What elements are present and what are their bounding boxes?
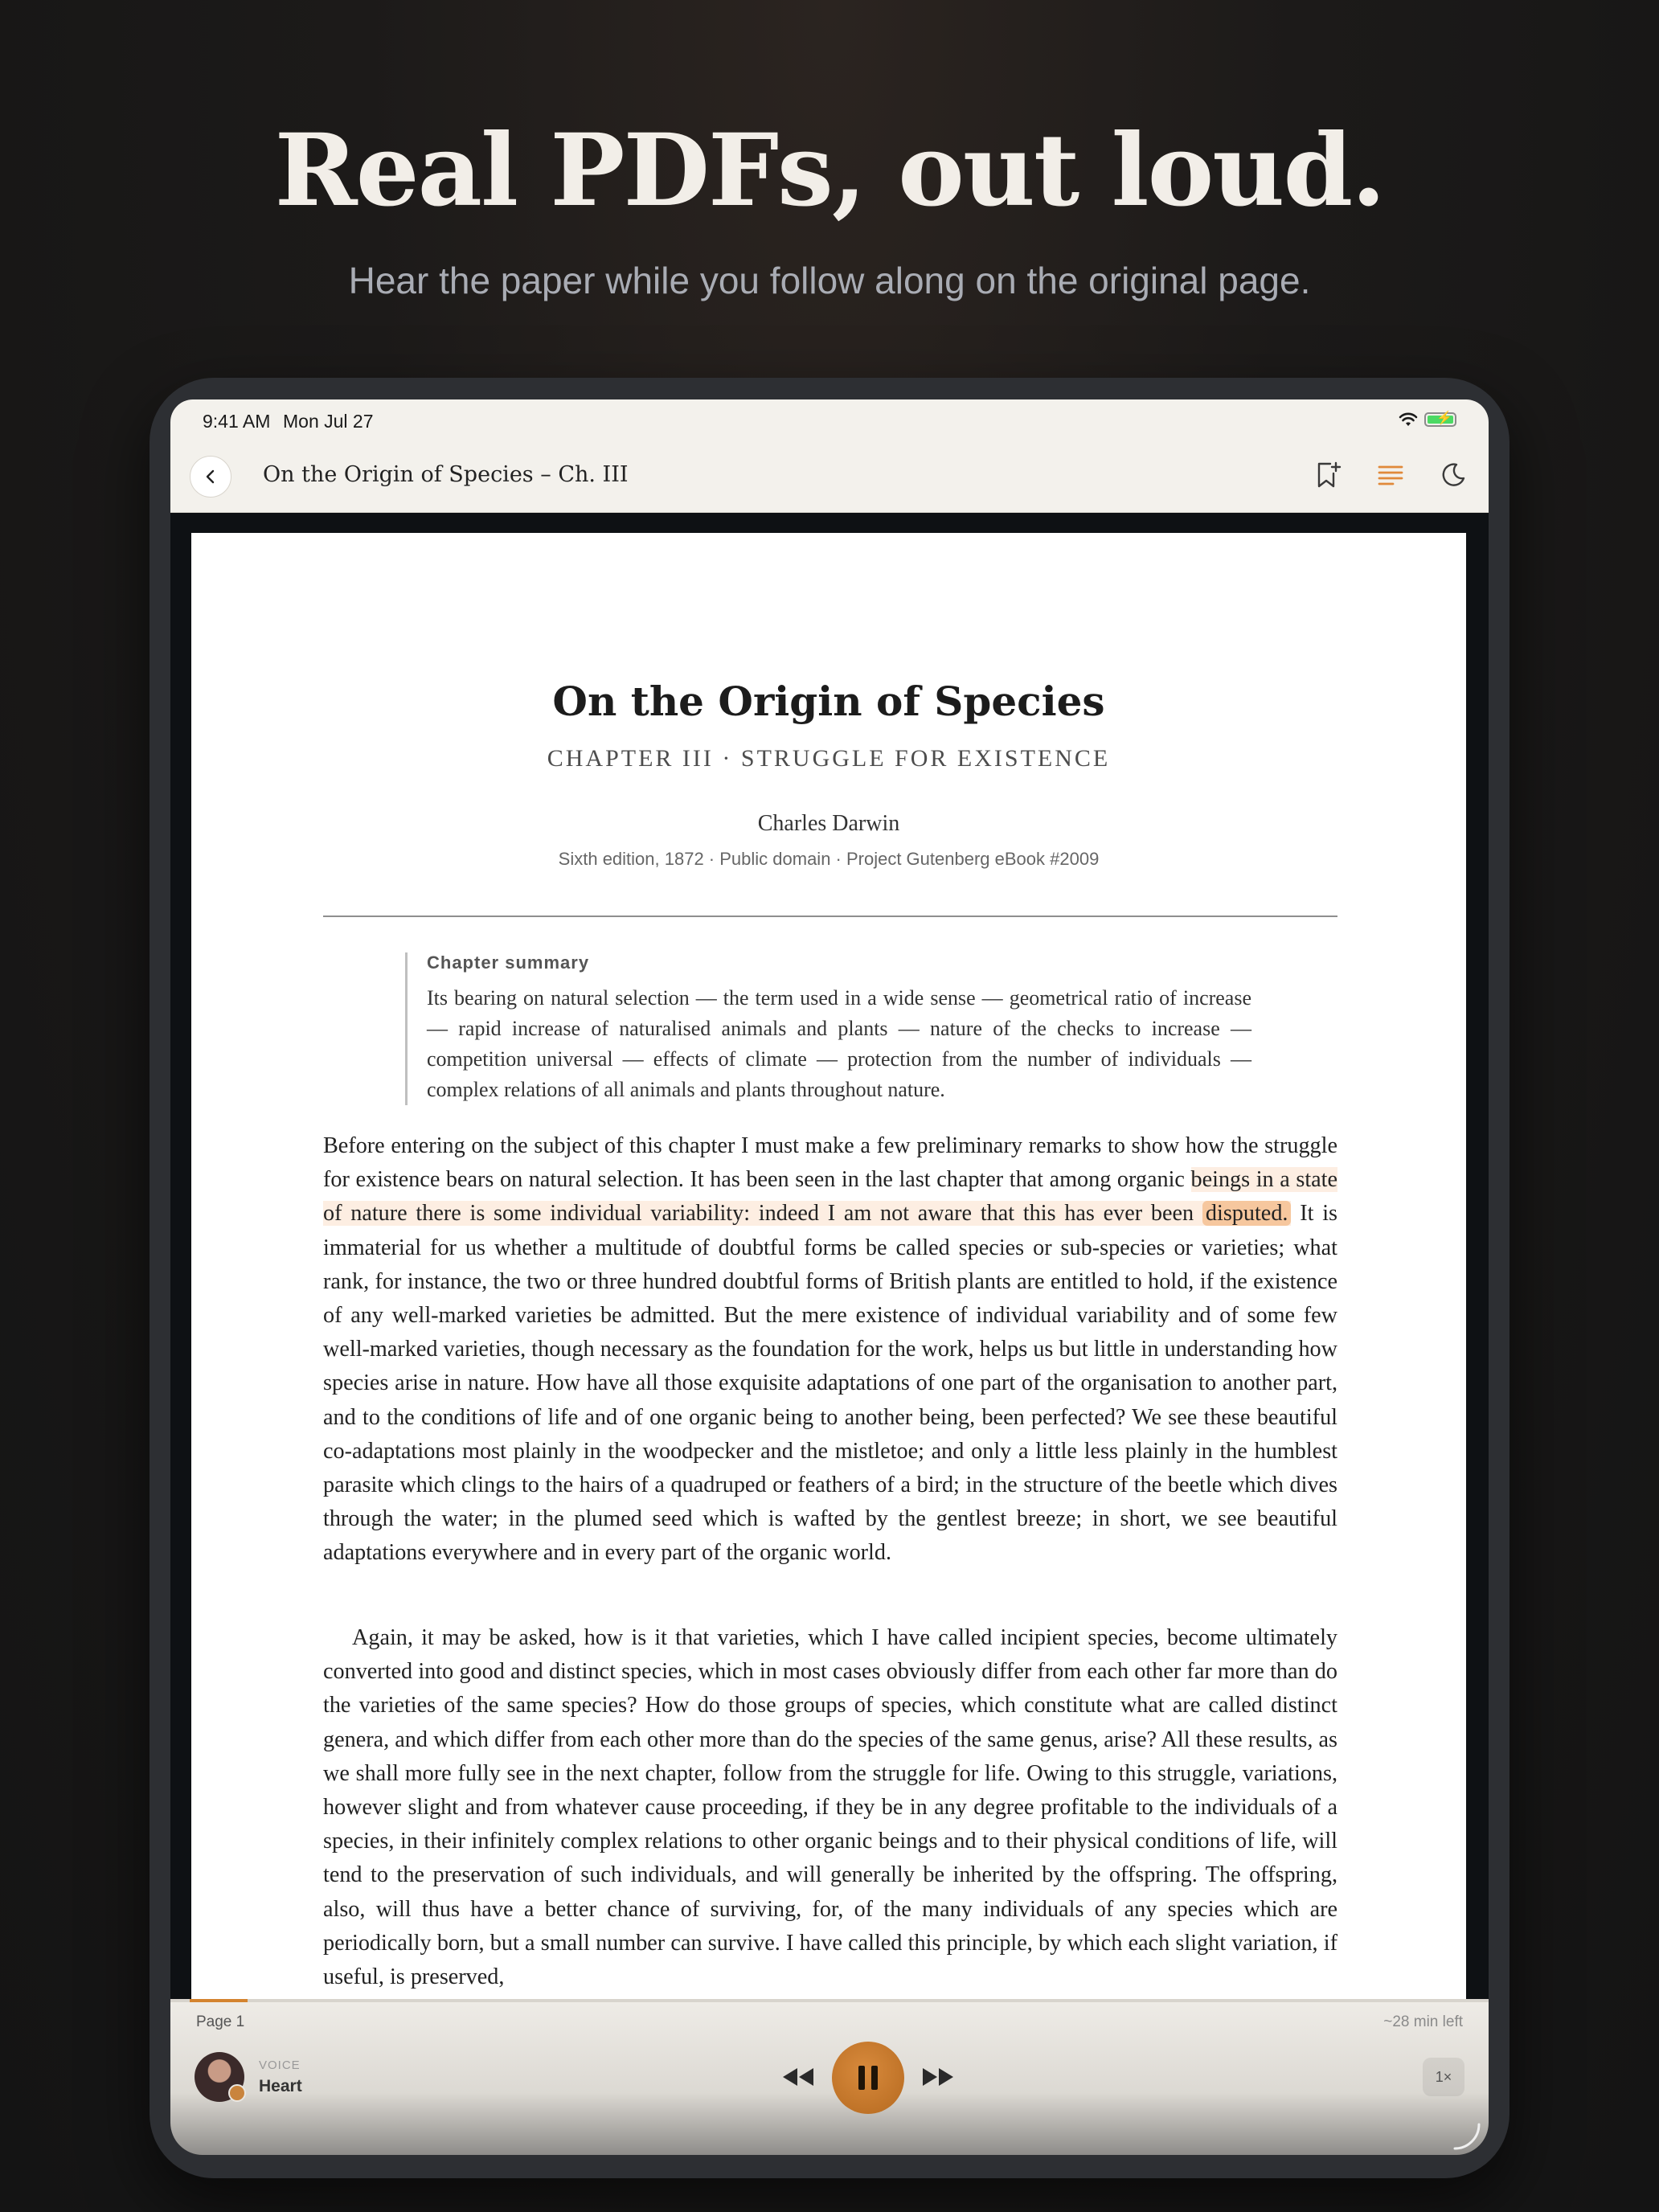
document-title: On the Origin of Species – Ch. III xyxy=(263,462,629,487)
hero-subtitle: Hear the paper while you follow along on the original page. xyxy=(348,260,1311,301)
time-remaining: ~28 min left xyxy=(1383,2013,1463,2030)
bookmark-button[interactable] xyxy=(1312,459,1344,491)
paragraph-1 xyxy=(323,1129,1337,1571)
text-lines-icon xyxy=(1377,463,1404,487)
battery-charging-icon: ⚡ xyxy=(1424,412,1456,427)
resize-grip-icon[interactable] xyxy=(1450,2120,1482,2152)
pdf-page xyxy=(191,533,1466,2076)
current-word-highlight: disputed. xyxy=(1202,1201,1292,1226)
paragraph-text: It is immaterial for us whether a multitude of doubtful forms be called species or sub-species or varieties; what rank, for instance, the two or three hundred doubtful forms of British plants are entitled to hold, if the existence of any well-marked varieties be admitted. But the mere existence of individual variability and of some few well-marked varieties, though necessary as the foundation for the work, helps us but little in understanding how species arise in nature. How have all those exquisite adaptations of one part of the organisation to another part, and to the conditions of life and of one organic being to another being, been perfected? We see these beautiful co-adaptations most plainly in the woodpecker and the mistletoe; and only a little less plainly in the humblest parasite which clings to the hairs of a quadruped or feathers of a bird; in the structure of the beetle which dives through the water; in the plumed seed which is wafted by the gentlest breeze; in short, we see beautiful adaptations everywhere and in every part of the organic world. xyxy=(323,1201,1337,1566)
page-label: Page 1 xyxy=(196,2013,245,2030)
pause-button[interactable] xyxy=(832,2042,904,2114)
paper-author: Charles Darwin xyxy=(757,811,900,836)
fast-forward-icon[interactable] xyxy=(920,2065,956,2089)
divider xyxy=(323,916,1337,917)
bookmark-add-icon xyxy=(1314,461,1342,490)
status-bar xyxy=(170,399,1489,441)
voice-badge xyxy=(228,2084,246,2102)
status-icons xyxy=(1399,411,1456,428)
paper-title: On the Origin of Species xyxy=(552,678,1105,725)
chapter-summary xyxy=(405,952,1251,1105)
back-button[interactable] xyxy=(190,456,231,498)
highlighted-sentence-text: beings in a state of nature there is some individual variability: indeed I am not aware that this has ever been xyxy=(323,1167,1338,1227)
tablet-screen xyxy=(170,399,1489,2155)
hero-title: Real PDFs, out loud. xyxy=(274,113,1385,229)
summary-heading: Chapter summary xyxy=(427,952,590,973)
pause-icon xyxy=(855,2063,881,2092)
dark-mode-button[interactable] xyxy=(1437,459,1469,491)
rewind-icon[interactable] xyxy=(780,2065,817,2089)
moon-icon xyxy=(1440,462,1466,488)
summary-text: Its bearing on natural selection — the term used in a wide sense — geometrical ratio of increase — rapid increase of naturalised animals and plants — nature of the checks to increase — competition universal — effects of climate — protection from the number of individuals — complex relations of all animals and plants throughout nature. xyxy=(427,986,1251,1101)
paper-chapter: CHAPTER III · STRUGGLE FOR EXISTENCE xyxy=(547,745,1111,772)
status-time: 9:41 AM xyxy=(203,411,271,432)
chevron-left-icon xyxy=(202,468,219,485)
nav-actions xyxy=(1312,459,1469,491)
audio-player xyxy=(170,1999,1489,2155)
paper-edition: Sixth edition, 1872 · Public domain · Project Gutenberg eBook #2009 xyxy=(558,849,1100,869)
text-view-button[interactable] xyxy=(1374,459,1407,491)
voice-name[interactable]: Heart xyxy=(259,2077,302,2095)
nav-bar xyxy=(170,441,1489,513)
paragraph-text: Before entering on the subject of this chapter I must make a few preliminary remarks to show how the struggle for existence bears on natural selection. It has been seen in the last chapter that among organic xyxy=(323,1133,1337,1193)
status-date: Mon Jul 27 xyxy=(283,411,374,432)
playback-speed-button[interactable]: 1× xyxy=(1423,2058,1464,2096)
progress-fill xyxy=(190,1999,248,2002)
wifi-icon xyxy=(1399,412,1418,428)
voice-label: VOICE xyxy=(259,2058,301,2072)
progress-track[interactable] xyxy=(170,1999,1489,2002)
paragraph-2: Again, it may be asked, how is it that varieties, which I have called incipient species, become ultimately converted into good and distinct species, which in most cases obviously differ from each other far more than do the varieties of the same species? How do those groups of species, which constitute what are called distinct genera, and which differ from each other more than do the species of the same genus, arise? All these results, as we shall more fully see in the next chapter, follow from the struggle for life. Owing to this struggle, variations, however slight and from whatever cause proceeding, if they be in any degree profitable to the individuals of a species, in their infinitely complex relations to other organic beings and to their physical conditions of life, will tend to the preservation of such individuals, and will generally be inherited by the offspring. The offspring, also, will thus have a better chance of surviving, for, of the many individuals of any species which are periodically born, but a small number can survive. I have called this principle, by which each slight variation, if useful, is preserved, xyxy=(323,1625,1337,1990)
